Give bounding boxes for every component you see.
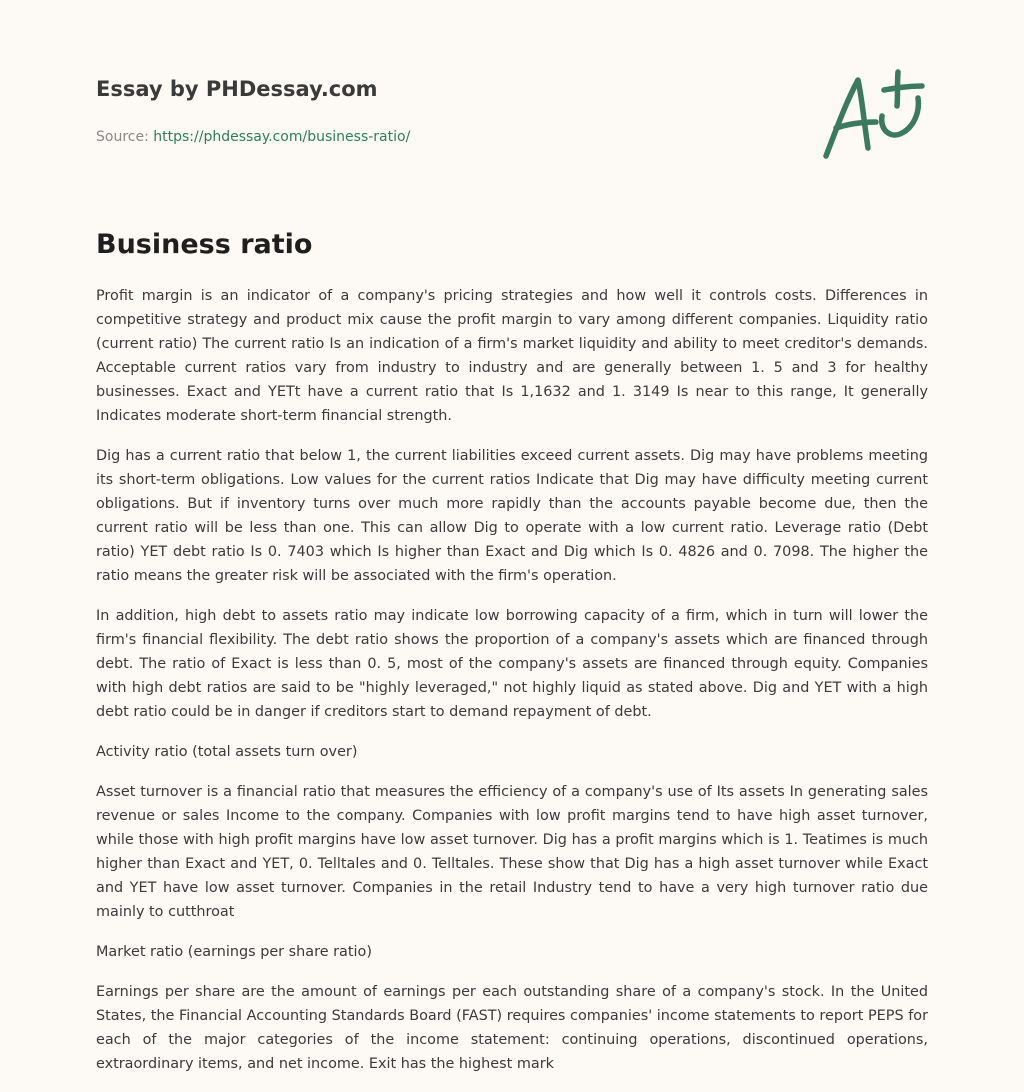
paragraph: In addition, high debt to assets ratio may indicate low borrowing capacity of a firm, which in turn will lower the firm's financial flexibility. The debt ratio shows the proportion of a company's assets which are financed through debt. The ratio of Exact is less than 0. 5, most of the company's assets are financed through equity. Companies with high debt ratios are said to be "highly leveraged," not highly liquid as stated above. Dig and YET with a high debt ratio could be in danger if creditors start to demand repayment of debt.: [96, 608, 928, 720]
source-link[interactable]: https://phdessay.com/business-ratio/: [153, 129, 411, 145]
source-line: [96, 127, 928, 147]
site-brand: Essay by PHDessay.com: [96, 77, 378, 101]
paragraph: Asset turnover is a financial ratio that measures the efficiency of a company's use of Its assets In generating sales revenue or sales Income to the company. Companies with low profit margins tend to have high asset turnover, while those with high profit margins have low asset turnover. Dig has a profit margins which is 1. Teatimes is much higher than Exact and YET, 0. Telltales and 0. Telltales. These show that Dig has a high asset turnover while Exact and YET have low asset turnover. Companies in the retail Industry tend to have a very high turnover ratio due mainly to cutthroat: [96, 784, 928, 920]
paragraph: Dig has a current ratio that below 1, the current liabilities exceed current assets. Dig may have problems meeting its short-term obligations. Low values for the current ratios Indicate that Dig may have difficulty meeting current obligations. But if inventory turns over much more rapidly than the accounts payable become due, then the current ratio will be less than one. This can allow Dig to operate with a low current ratio. Leverage ratio (Debt ratio) YET debt ratio Is 0. 7403 which Is higher than Exact and Dig which Is 0. 4826 and 0. 7098. The higher the ratio means the greater risk will be associated with the firm's operation.: [96, 448, 928, 584]
section-heading: Market ratio (earnings per share ratio): [96, 944, 372, 960]
source-label: Source:: [96, 129, 154, 145]
paragraph: Profit margin is an indicator of a company's pricing strategies and how well it controls costs. Differences in competitive strategy and product mix cause the profit margin to vary among different companies. Liquidity ratio (current ratio) The current ratio Is an indication of a firm's market liquidity and ability to meet creditor's demands. Acceptable current ratios vary from industry to industry and are generally between 1. 5 and 3 for healthy businesses. Exact and YETt have a current ratio that Is 1,1632 and 1. 3149 Is near to this range, It generally Indicates moderate short-term financial strength.: [96, 288, 928, 424]
section-heading: Activity ratio (total assets turn over): [96, 744, 358, 760]
page-header: [96, 74, 928, 194]
essay-title: Business ratio: [96, 229, 313, 260]
a-plus-logo-icon: [818, 68, 928, 164]
essay-body: [96, 284, 928, 1092]
paragraph: Earnings per share are the amount of earnings per each outstanding share of a company's stock. In the United States, the Financial Accounting Standards Board (FAST) requires companies' income statements to report PEPS for each of the major categories of the income statement: continuing operations, discontinued operations, extraordinary items, and net income. Exit has the highest mark: [96, 984, 928, 1072]
